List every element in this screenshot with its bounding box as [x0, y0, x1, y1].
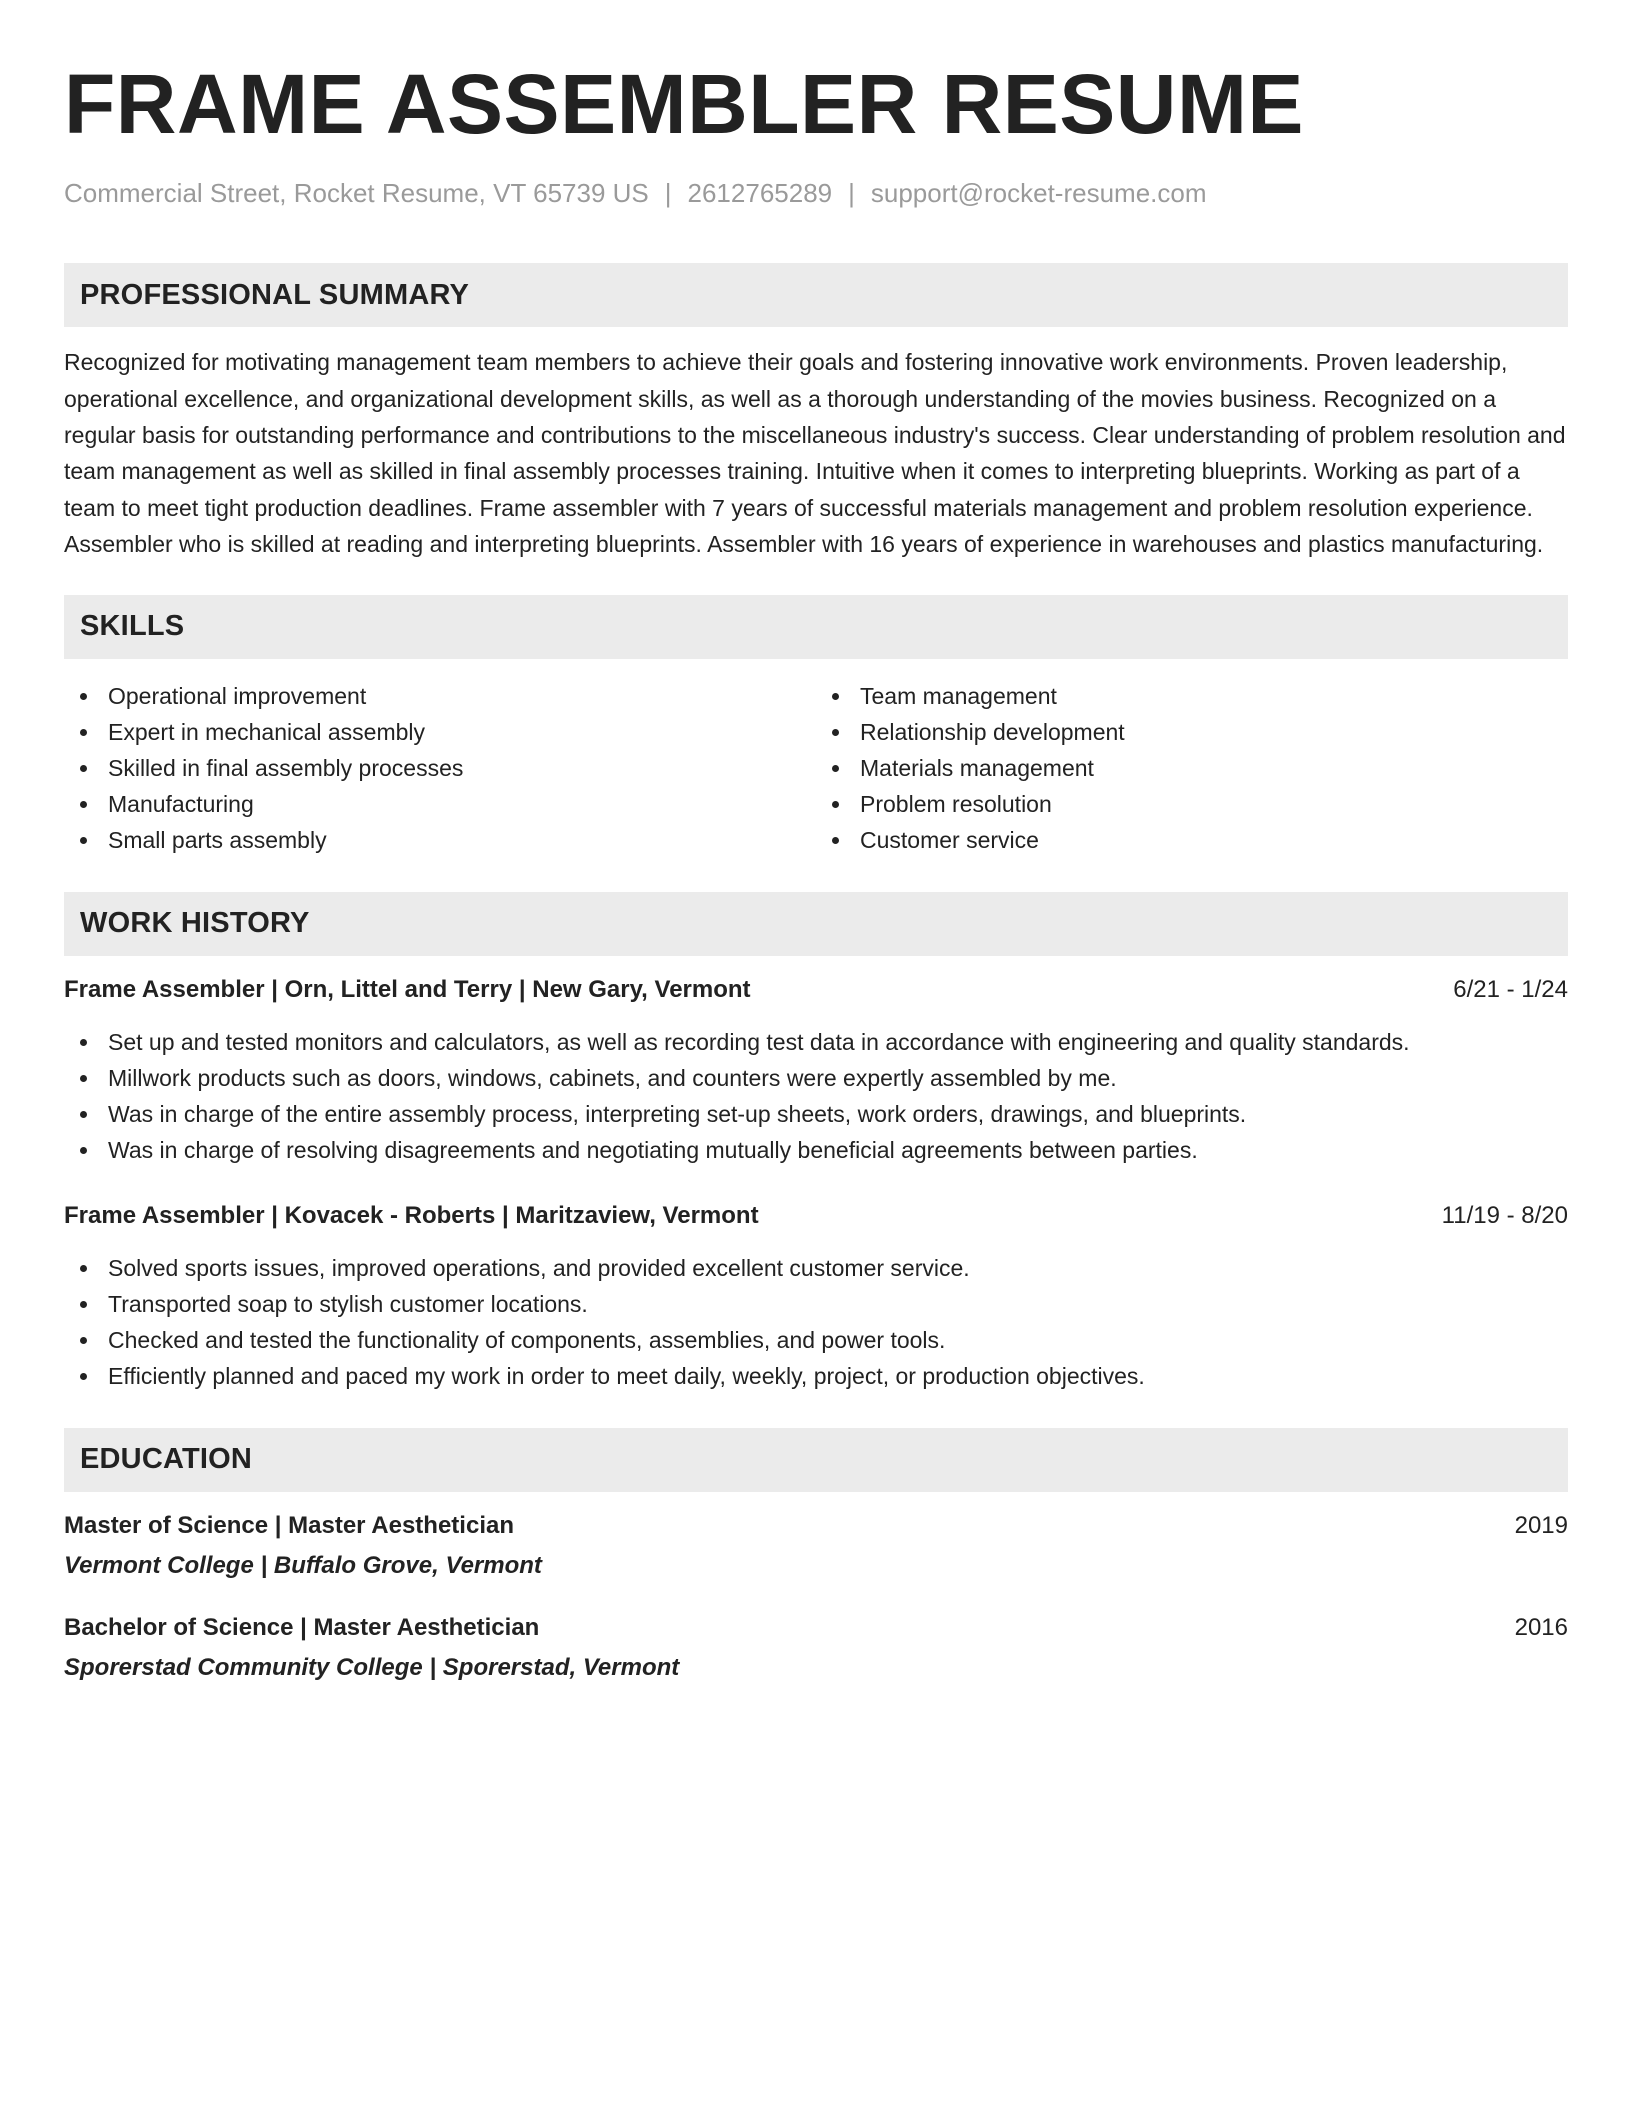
- skills-section-header: SKILLS: [64, 595, 1568, 659]
- job-bullets: [64, 1250, 1568, 1394]
- education-school: Sporerstad Community College | Sporerstad, Vermont: [64, 1653, 680, 1681]
- skill-item: Expert in mechanical assembly: [64, 714, 816, 750]
- skill-item: Relationship development: [816, 714, 1568, 750]
- contact-email: support@rocket-resume.com: [870, 178, 1207, 208]
- skill-item: Customer service: [816, 822, 1568, 858]
- skills-column-right: [816, 678, 1568, 858]
- skill-item: Manufacturing: [64, 786, 816, 822]
- job-bullet: Efficiently planned and paced my work in order to meet daily, weekly, project, or production objectives.: [64, 1358, 1568, 1394]
- contact-separator: |: [664, 178, 672, 208]
- job-bullet: Solved sports issues, improved operations, and provided excellent customer service.: [64, 1250, 1568, 1286]
- skill-item: Team management: [816, 678, 1568, 714]
- education-section-header: EDUCATION: [64, 1428, 1568, 1492]
- contact-line: [64, 178, 1568, 209]
- job-bullet: Millwork products such as doors, windows, cabinets, and counters were expertly assembled by me.: [64, 1060, 1568, 1096]
- job-dates: 11/19 - 8/20: [1441, 1201, 1568, 1229]
- summary-text: Recognized for motivating management team members to achieve their goals and fostering innovative work environments. Proven leadership, operational excellence, and organizational development skills, as well as a thorough understanding of the movies business. Recognized on a regular basis for outstanding performance and contributions to the miscellaneous industry's success. Clear understanding of problem resolution and team management as well as skilled in final assembly processes training. Intuitive when it comes to interpreting blueprints. Working as part of a team to meet tight production deadlines. Frame assembler with 7 years of successful materials management and problem resolution experience. Assembler who is skilled at reading and interpreting blueprints. Assembler with 16 years of experience in warehouses and plastics manufacturing.: [64, 349, 1566, 558]
- education-year: 2019: [1514, 1511, 1568, 1539]
- education-school: Vermont College | Buffalo Grove, Vermont: [64, 1551, 542, 1579]
- job-title: Frame Assembler | Kovacek - Roberts | Maritzaview, Vermont: [64, 1201, 759, 1229]
- education-degree: Bachelor of Science | Master Aesthetician: [64, 1613, 540, 1641]
- skill-item: Operational improvement: [64, 678, 816, 714]
- job-bullets: [64, 1024, 1568, 1168]
- skills-column-left: [64, 678, 816, 858]
- summary-section-header: PROFESSIONAL SUMMARY: [64, 263, 1568, 327]
- job-bullet: Was in charge of the entire assembly process, interpreting set-up sheets, work orders, drawings, and blueprints.: [64, 1096, 1568, 1132]
- contact-address: Commercial Street, Rocket Resume, VT 65739 US: [64, 178, 649, 208]
- job-title: Frame Assembler | Orn, Littel and Terry | New Gary, Vermont: [64, 975, 751, 1003]
- work-history-section-header: WORK HISTORY: [64, 892, 1568, 956]
- job-bullet: Checked and tested the functionality of components, assemblies, and power tools.: [64, 1322, 1568, 1358]
- education-heading: [64, 1510, 1568, 1542]
- job-dates: 6/21 - 1/24: [1453, 975, 1568, 1003]
- resume-title: FRAME ASSEMBLER RESUME: [64, 57, 1304, 151]
- job-heading: [64, 1200, 1568, 1232]
- education-degree: Master of Science | Master Aesthetician: [64, 1511, 514, 1539]
- skill-item: Problem resolution: [816, 786, 1568, 822]
- job-bullet: Transported soap to stylish customer locations.: [64, 1286, 1568, 1322]
- skill-item: Skilled in final assembly processes: [64, 750, 816, 786]
- education-year: 2016: [1514, 1613, 1568, 1641]
- job-heading: [64, 974, 1568, 1006]
- job-bullet: Set up and tested monitors and calculators, as well as recording test data in accordance with engineering and quality standards.: [64, 1024, 1568, 1060]
- job-bullet: Was in charge of resolving disagreements and negotiating mutually beneficial agreements between parties.: [64, 1132, 1568, 1168]
- education-heading: [64, 1612, 1568, 1644]
- contact-separator: |: [848, 178, 855, 208]
- skill-item: Small parts assembly: [64, 822, 816, 858]
- skills-list: [64, 678, 1568, 858]
- skill-item: Materials management: [816, 750, 1568, 786]
- contact-phone: 2612765289: [687, 178, 833, 208]
